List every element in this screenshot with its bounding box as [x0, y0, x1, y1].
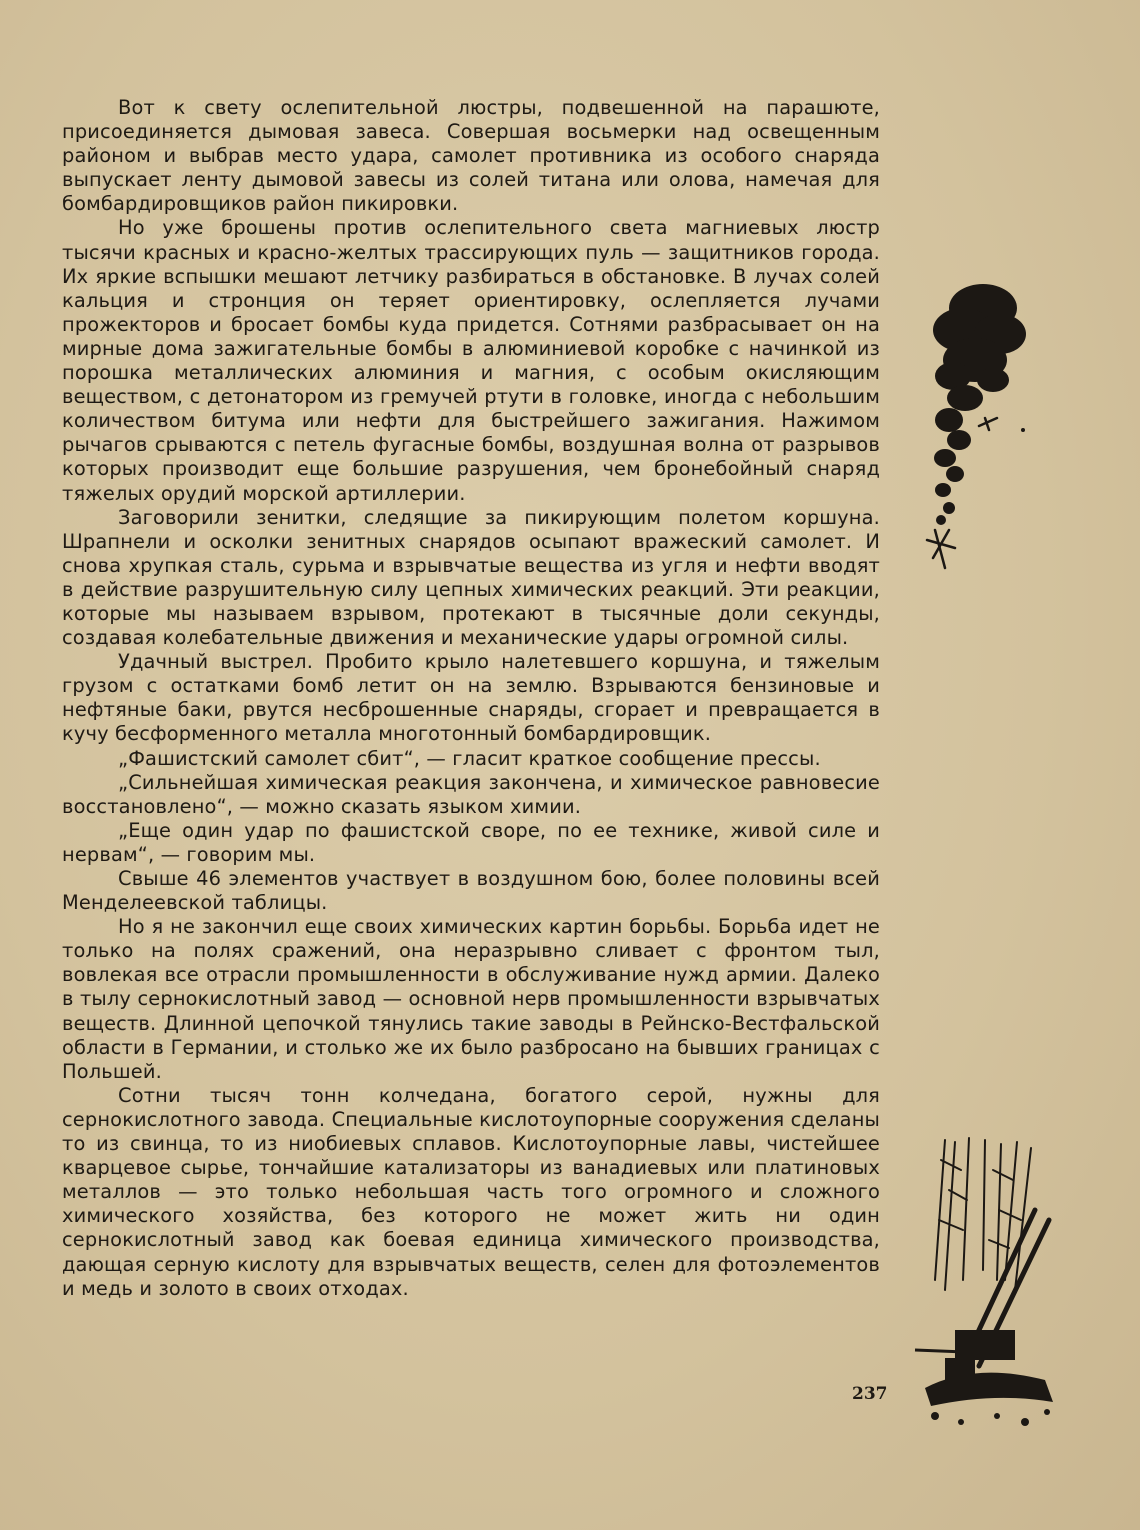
paragraph-8: Свыше 46 элементов участвует в воздушном бою, более половины всей Менделеевской таблицы.: [62, 867, 880, 915]
anti-aircraft-gun-illustration: [905, 1130, 1065, 1430]
page-number: 237: [852, 1384, 888, 1404]
paragraph-6: „Сильнейшая химическая реакция закончена, и химическое равновесие восстановлено“, — можно сказать языком химии.: [62, 770, 880, 818]
paragraph-2: Но уже брошены против ослепительного света магниевых люстр тысячи красных и красно-желтых трассирующих пуль — защитников города. Их яркие вспышки мешают летчику разбираться в обстановке. В лучах солей кальция и стронция он теряет ориентировку, ослепляется лучами прожекторов и бросает бомбы куда придется. Сотнями разбрасывает он на мирные дома зажигательные бомбы в алюминиевой коробке с начинкой из порошка металлических алюминия и магния, с особым окисляющим веществом, с детонатором из гремучей ртути в головке, иногда с небольшим количеством битума или нефти для быстрейшего зажигания. Нажимом рычагов срываются с петель фугасные бомбы, воздушная волна от разрывов которых производит еще большие разрушения, чем бронебойный снаряд тяжелых орудий морской артиллерии.: [62, 216, 880, 505]
paragraph-3: Заговорили зенитки, следящие за пикирующим полетом коршуна. Шрапнели и осколки зенитных снарядов осыпают вражеский самолет. И снова хрупкая сталь, сурьма и взрывчатые вещества из угля и нефти вводят в действие разрушительную силу цепных химических реакций. Эти реакции, которые мы называем взрывом, протекают в тысячные доли секунды, создавая колебательные движения и механические удары огромной силы.: [62, 505, 880, 650]
paragraph-9: Но я не закончил еще своих химических картин борьбы. Борьба идет не только на полях сражений, она неразрывно сливает с фронтом тыл, вовлекая все отрасли промышленности в обслуживание нужд армии. Далеко в тылу сернокислотный завод — основной нерв промышленности взрывчатых веществ. Длинной цепочкой тянулись такие заводы в Рейнско-Вестфальской области в Германии, и столько же их было разбросано на бывших границах с Польшей.: [62, 915, 880, 1083]
smoke-trail-illustration: [905, 268, 1055, 578]
paragraph-10: Сотни тысяч тонн колчедана, богатого серой, нужны для сернокислотного завода. Специальные кислотоупорные сооружения сделаны то из свинца, то из ниобиевых сплавов. Кислотоупорные лавы, чистейшее кварцевое сырье, тончайшие катализаторы из ванадиевых или платиновых металлов — это только небольшая часть того огромного и сложного химического хозяйства, без которого не может жить ни один сернокислотный завод как боевая единица химического производства, дающая серную кислоту для взрывчатых веществ, селен для фотоэлементов и медь и золото в своих отходах.: [62, 1083, 880, 1300]
paragraph-4: Удачный выстрел. Пробито крыло налетевшего коршуна, и тяжелым грузом с остатками бомб летит он на землю. Взрываются бензиновые и нефтяные баки, рвутся несброшенные снаряды, сгорает и превращается в кучу бесформенного металла многотонный бомбардировщик.: [62, 650, 880, 746]
paragraph-7: „Еще один удар по фашистской своре, по ее технике, живой силе и нервам“, — говорим мы.: [62, 818, 880, 866]
paragraph-1: Вот к свету ослепительной люстры, подвешенной на парашюте, присоединяется дымовая завеса. Совершая восьмерки над освещенным районом и выбрав место удара, самолет противника из особого снаряда выпускает ленту дымовой завесы из солей титана или олова, намечая для бомбардировщиков район пикировки.: [62, 96, 880, 216]
paragraph-5: „Фашистский самолет сбит“, — гласит краткое сообщение прессы.: [118, 746, 821, 770]
body-text: [62, 96, 880, 1301]
